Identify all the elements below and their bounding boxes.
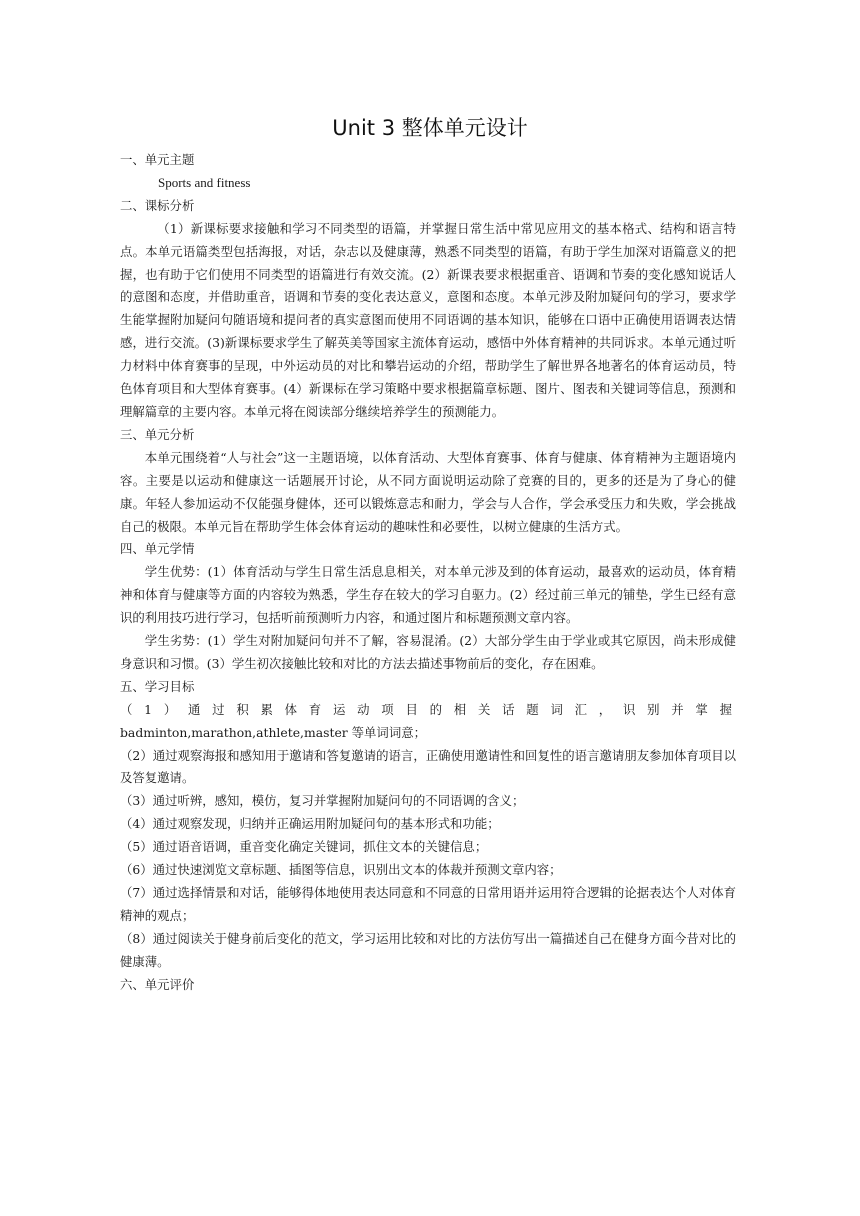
section-heading-curriculum-analysis: 二、课标分析 [120,197,195,213]
learner-weaknesses-paragraph: 学生劣势：(1）学生对附加疑问句并不了解，容易混淆。(2）大部分学生由于学业或其它原因，尚未形成健身意识和习惯。(3）学生初次接触比较和对比的方法去描述事物前后的变化，存在困难。 [120,633,736,671]
learning-goal-3: （3）通过听辨，感知，模仿，复习并掌握附加疑问句的不同语调的含义； [120,793,525,809]
section-heading-learner-analysis: 四、单元学情 [120,541,195,557]
learning-goal-1-line2: badminton,marathon,athlete,master 等单词词意； [120,724,426,740]
section-heading-learning-goals: 五、学习目标 [120,678,195,694]
unit-analysis-paragraph: 本单元围绕着“人与社会”这一主题语境，以体育活动、大型体育赛事、体育与健康、体育精神为主题语境内容。主要是以运动和健康这一话题展开讨论，从不同方面说明运动除了竞赛的目的，更多的还是为了身心的健康。年轻人参加运动不仅能强身健体，还可以锻炼意志和耐力，学会与人合作，学会承受压力和失败，学会挑战自己的极限。本单元旨在帮助学生体会体育运动的趣味性和必要性，以树立健康的生活方式。 [120,449,736,534]
section-heading-unit-theme: 一、单元主题 [120,152,195,167]
learning-goal-8: （8）通过阅读关于健身前后变化的范文，学习运用比较和对比的方法仿写出一篇描述自己在健身方面今昔对比的健康薄。 [120,930,736,969]
section-heading-unit-analysis: 三、单元分析 [120,426,195,442]
learning-goal-1-line1: （1）通过积累体育运动项目的相关话题词汇，识别并掌握 [120,701,736,717]
learning-goal-7: （7）通过选择情景和对话，能够得体地使用表达同意和不同意的日常用语并运用符合逻辑的论据表达个人对体育精神的观点； [120,885,736,923]
learning-goal-4: （4）通过观察发现，归纳并正确运用附加疑问句的基本形式和功能； [120,816,500,832]
unit-theme-text: Sports and fitness [158,174,251,190]
curriculum-analysis-paragraph: （1）新课标要求接触和学习不同类型的语篇，并掌握日常生活中常见应用文的基本格式、结构和语言特点。本单元语篇类型包括海报，对话，杂志以及健康薄，熟悉不同类型的语篇，有助于学生加深对语篇意义的把握，也有助于它们使用不同类型的语篇进行有效交流。(2）新课表要求根据重音、语调和节奏的变化感知说话人的意图和态度，并借助重音，语调和节奏的变化表达意义，意图和态度。本单元涉及附加疑问句的学习，要求学生能掌握附加疑问句随语境和提问者的真实意图而使用不同语调的基本知识，能够在口语中正确使用语调表达情感，进行交流。(3)新课标要求学生了解英美等国家主流体育运动，感悟中外体育精神的共同诉求。本单元通过听力材料中体育赛事的呈现，中外运动员的对比和攀岩运动的介绍，帮助学生了解世界各地著名的体育运动员，特色体育项目和大型体育赛事。(4）新课标在学习策略中要求根据篇章标题、图片、图表和关键词等信息，预测和理解篇章的主要内容。本单元将在阅读部分继续培养学生的预测能力。 [120,220,736,419]
learning-goal-2: （2）通过观察海报和感知用于邀请和答复邀请的语言，正确使用邀请性和回复性的语言邀请朋友参加体育项目以及答复邀请。 [120,747,736,786]
learning-goal-6: （6）通过快速浏览文章标题、插图等信息，识别出文本的体裁并预测文章内容； [120,862,562,878]
document-title: Unit 3 整体单元设计 [332,116,528,140]
learning-goal-5: （5）通过语音语调，重音变化确定关键词，抓住文本的关键信息； [120,839,488,855]
section-heading-unit-assessment: 六、单元评价 [120,976,195,992]
document-body [120,149,736,997]
learner-strengths-paragraph: 学生优势：(1）体育活动与学生日常生活息息相关，对本单元涉及到的体育运动，最喜欢的运动员，体育精神和体育与健康等方面的内容较为熟悉，学生存在较大的学习自驱力。(2）经过前三单元的铺垫，学生已经有意识的利用技巧进行学习，包括听前预测听力内容，和通过图片和标题预测文章内容。 [120,564,736,626]
